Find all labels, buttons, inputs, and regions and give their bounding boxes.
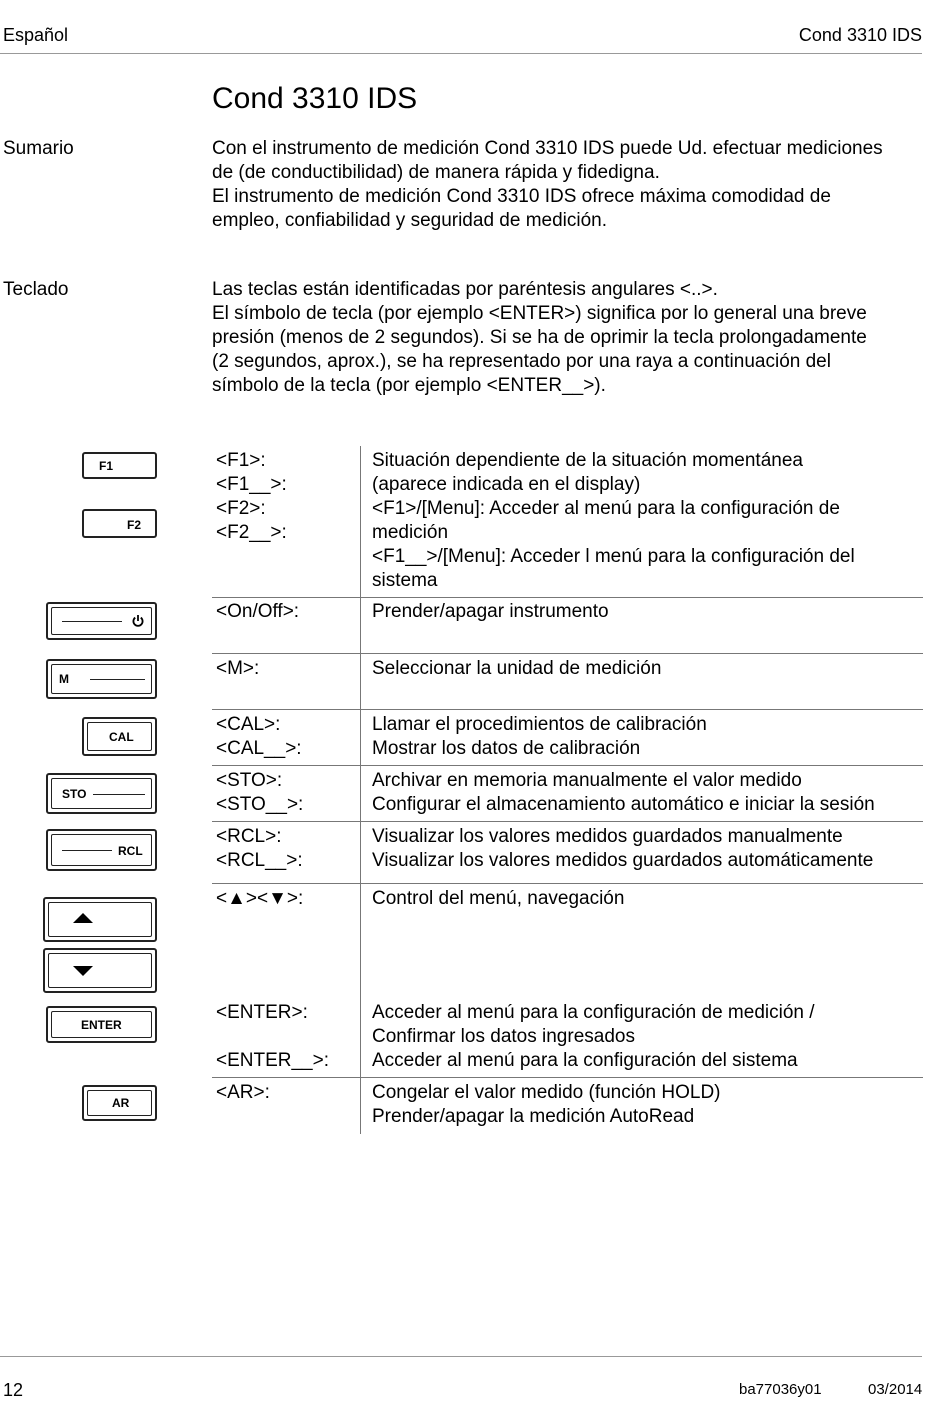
key-code: <CAL__>: <box>216 738 302 759</box>
key-code: <RCL>: <box>216 826 282 847</box>
key-code: <AR>: <box>216 1082 270 1103</box>
down-key-icon <box>43 948 157 993</box>
sto-key-icon: STO <box>46 773 157 814</box>
text-line: de (de conductibilidad) de manera rápida y fidedigna. <box>212 162 660 183</box>
key-code: <F2__>: <box>216 522 287 543</box>
key-description: <F1>/[Menu]: Acceder al menú para la configuración de <box>372 498 840 519</box>
on-off-key-icon <box>46 602 157 640</box>
text-line: El símbolo de tecla (por ejemplo <ENTER>) significa por lo general una breve <box>212 303 867 324</box>
section-label-teclado: Teclado <box>3 279 69 300</box>
key-code: <F2>: <box>216 498 266 519</box>
key-description: Control del menú, navegación <box>372 888 625 909</box>
key-description: Confirmar los datos ingresados <box>372 1026 635 1047</box>
enter-key-icon: ENTER <box>46 1006 157 1043</box>
key-code: <On/Off>: <box>216 601 300 622</box>
key-code: <F1>: <box>216 450 266 471</box>
key-description: Situación dependiente de la situación momentánea <box>372 450 803 471</box>
key-description: Configurar el almacenamiento automático e iniciar la sesión <box>372 794 875 815</box>
table-row-enter <box>212 1001 923 1078</box>
up-key-icon <box>43 897 157 942</box>
section-label-sumario: Sumario <box>3 138 74 159</box>
key-description: Prender/apagar instrumento <box>372 601 609 622</box>
header-language: Español <box>3 25 69 45</box>
key-description: Visualizar los valores medidos guardados manualmente <box>372 826 843 847</box>
text-line: Con el instrumento de medición Cond 3310 IDS puede Ud. efectuar mediciones <box>212 138 883 159</box>
key-code: <ENTER>: <box>216 1002 308 1023</box>
table-row-ar <box>212 1081 923 1137</box>
key-code: <F1__>: <box>216 474 287 495</box>
table-row-navigation <box>212 887 923 997</box>
key-description: Prender/apagar la medición AutoRead <box>372 1106 695 1127</box>
table-row-m <box>212 657 923 710</box>
triangle-up-icon <box>73 913 93 923</box>
m-key-icon: M <box>46 659 157 699</box>
header-rule <box>0 53 922 54</box>
document-date: 03/2014 <box>868 1381 923 1398</box>
key-description: sistema <box>372 570 438 591</box>
key-code: <STO__>: <box>216 794 304 815</box>
triangle-down-icon <box>73 966 93 976</box>
key-description: Congelar el valor medido (función HOLD) <box>372 1082 721 1103</box>
key-description: Acceder al menú para la configuración del sistema <box>372 1050 798 1071</box>
table-row-rcl <box>212 825 923 884</box>
table-row-on-off <box>212 601 923 654</box>
text-line: Las teclas están identificadas por paréntesis angulares <..>. <box>212 279 718 300</box>
key-code: <RCL__>: <box>216 850 303 871</box>
table-row-sto <box>212 769 923 822</box>
key-description: Visualizar los valores medidos guardados automáticamente <box>372 850 874 871</box>
text-line: presión (menos de 2 segundos). Si se ha de oprimir la tecla prolongadamente <box>212 327 867 348</box>
cal-key-icon: CAL <box>82 717 157 756</box>
f1-key-icon: F1 <box>82 452 157 479</box>
text-line: (2 segundos, aprox.), se ha representado por una raya a continuación del <box>212 351 831 372</box>
key-description: <F1__>/[Menu]: Acceder l menú para la configuración del <box>372 546 855 567</box>
key-description: Archivar en memoria manualmente el valor medido <box>372 770 802 791</box>
key-code: <STO>: <box>216 770 283 791</box>
header-product: Cond 3310 IDS <box>798 25 922 45</box>
text-line: El instrumento de medición Cond 3310 IDS ofrece máxima comodidad de <box>212 186 831 207</box>
text-line: empleo, confiabilidad y seguridad de medición. <box>212 210 608 231</box>
teclado-paragraph <box>212 278 932 398</box>
page-title: Cond 3310 IDS <box>212 82 418 115</box>
document-id: ba77036y01 <box>739 1381 822 1398</box>
key-code: <M>: <box>216 658 260 679</box>
sumario-paragraph <box>212 137 932 233</box>
key-code: <▲><▼>: <box>216 888 304 909</box>
key-description: Acceder al menú para la configuración de medición / <box>372 1002 815 1023</box>
key-code: <ENTER__>: <box>216 1050 329 1071</box>
key-code: <CAL>: <box>216 714 281 735</box>
key-description: (aparece indicada en el display) <box>372 474 641 495</box>
footer-rule <box>0 1356 922 1357</box>
page-number: 12 <box>3 1380 24 1400</box>
table-row-cal <box>212 713 923 766</box>
f2-key-icon: F2 <box>82 509 157 538</box>
rcl-key-icon: RCL <box>46 829 157 871</box>
key-description: medición <box>372 522 449 543</box>
key-description: Llamar el procedimientos de calibración <box>372 714 707 735</box>
ar-key-icon: AR <box>82 1085 157 1121</box>
key-description: Mostrar los datos de calibración <box>372 738 641 759</box>
power-icon <box>131 614 145 628</box>
table-row-f-keys <box>212 449 923 598</box>
key-description: Seleccionar la unidad de medición <box>372 658 662 679</box>
text-line: símbolo de la tecla (por ejemplo <ENTER__>). <box>212 375 606 396</box>
